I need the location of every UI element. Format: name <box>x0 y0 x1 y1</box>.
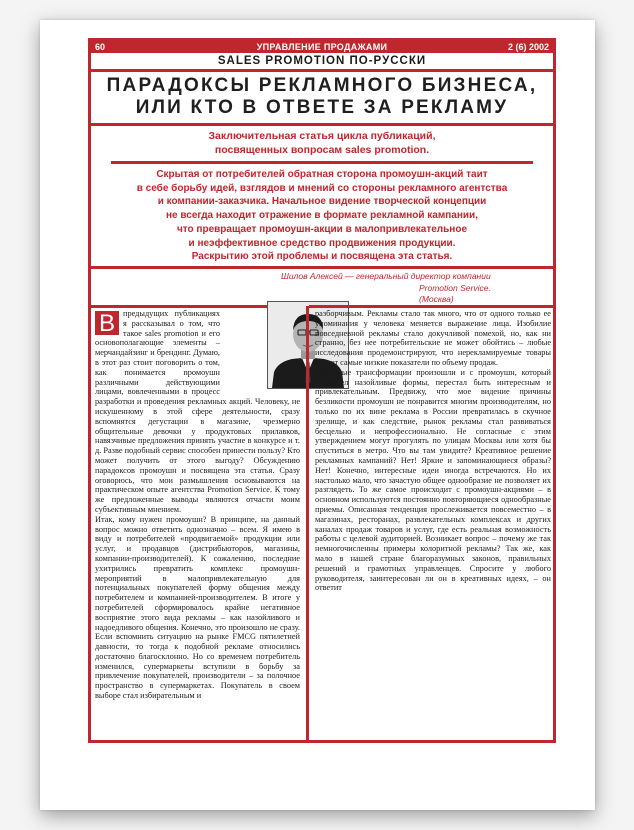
rubric-heading: SALES PROMOTION ПО-РУССКИ <box>217 55 427 67</box>
lead-line: и компании-заказчика. Начальное видение творческой концепции <box>157 196 487 208</box>
author-name-line: Шилов Алексей — генеральный директор компании <box>281 271 491 281</box>
author-company: Promotion Service. <box>419 282 491 293</box>
page-number: 60 <box>95 42 106 52</box>
article-column-2 <box>315 309 551 739</box>
divider <box>111 161 533 164</box>
title-line: ИЛИ КТО В ОТВЕТЕ ЗА РЕКЛАМУ <box>135 97 509 118</box>
article-subtitle <box>91 129 553 157</box>
photo-spacer <box>220 309 300 393</box>
article-title <box>91 75 553 119</box>
subtitle-line: посвященных вопросам sales promotion. <box>214 144 430 156</box>
article-column-1 <box>95 309 300 739</box>
column-divider <box>306 306 309 743</box>
section-name: УПРАВЛЕНИЕ ПРОДАЖАМИ <box>256 42 388 52</box>
drop-cap: В <box>95 311 119 335</box>
lead-line: Раскрытию этой проблемы и посвящена эта статья. <box>191 251 453 263</box>
paragraph: Подобные трансформации произошли и с промоушн, который приобрел назойливые формы, перестал быть интересным и привлекательным. Предвижу, что мое видение причины безликости промоушн не понравится многим производителям, но только по их вине реклама в России превратилась в скучное зрелище, и как следствие, рынок рекламы стал развиваться бесцельно и непрофессионально. Не согласные с этим утверждением могут прогулять по улицам Москвы или хотя бы спуститься в метро. Что вы там увидите? Креативное решение рекламных кампаний? Нет! Яркие и запоминающиеся образы? Нет! Конечно, интересные идеи иногда встречаются. Но их настолько мало, что зачастую общее однообразие не позволяет их разглядеть. То же самое происходит с промоушн-акциями – в основном используются постоянно повторяющиеся однообразные приемы. Описанная тенденция прослеживается повсеместно – в магазинах, ресторанах, развлекательных комплексах и других каналах продаж товаров и услуг, где есть реальная возможность работы с целевой аудиторией. Возникает вопрос – почему же так немногочисленны примеры колоритной рекламы? Так же, как мало в нашей стране благоразумных законов, правильных решений и грамотных управленцев. Спросите у любого руководителя, заинтересован ли он в креативных идеях, – он ответит <box>315 367 551 593</box>
lead-line: что превращает промоушн-акции в малопривлекательное <box>176 223 468 235</box>
divider <box>91 123 553 126</box>
paragraph: Итак, кому нужен промоушн? В принципе, на данный вопрос можно ответить однозначно – всем. Я имею в виду и потребителей «продвигаемой» продукции или услуг, и продавцов (дистрибьюторов, магазины, компании-производителей). К сожалению, последние ухитрились превратить комплекс промоушн-мероприятий в малопривлекательную для потенциальных покупателей форму общения между потребителем и компанией-производителем. В итоге у потребителей сформировалось крайне негативное восприятие этого вида рекламы – как назойливого и надоедливого общения. Конечно, это произошло не сразу. Если вспомнить ситуацию на рынке FMCG пятилетней давности, то тогда к подобной рекламе относились достаточно благосклонно. Но со временем потребитель изменился, супермаркеты вступили в борьбу за привлечение покупателей, производители – за полочное пространство в супермаркетах. Покупатель в своем выборе стал избирательным и <box>95 514 300 701</box>
subtitle-line: Заключительная статья цикла публикаций, <box>208 130 436 142</box>
divider <box>91 266 553 269</box>
running-header <box>91 41 553 53</box>
lead-line: в себе борьбу идей, взглядов и мнений со стороны рекламного агентства <box>136 182 508 194</box>
title-line: ПАРАДОКСЫ РЕКЛАМНОГО БИЗНЕСА, <box>106 75 538 96</box>
paragraph: разборчивым. Рекламы стало так много, что от одного только ее упоминания у человека меняется выражение лица. Изобилие повседневной рекламы стало докучливой помехой, но, как ни странно, без нее потребительские не может обойтись – любые исследования продемонстрируют, что нерекламируемые товары имеют самые низкие показатели по объему продаж. <box>315 309 551 367</box>
divider <box>309 305 553 308</box>
divider <box>91 69 553 72</box>
lead-line: Скрытая от потребителей обратная сторона промоушн-акций таит <box>156 169 488 180</box>
lead-line: и неэффективное средство продвижения продукции. <box>188 237 456 249</box>
article-lead <box>91 168 553 264</box>
lead-line: не всегда находит отражение в формате рекламной кампании, <box>166 210 478 222</box>
issue-number: 2 (6) 2002 <box>507 42 549 52</box>
page-frame <box>88 38 556 743</box>
paragraph: предыдущих публикациях я рассказывал о том, что такое sales promotion и его основополагающие элементы – мерчандайзинг и брендинг. Думаю, в этот раз стоит поговорить о том, как понимается промоушн различными действующими лицами, вовлеченными в процесс разработки и проведения рекламных акций. Человеку, не искушенному в этой сфере деятельности, сразу вспомнятся дегустации в магазине, чрезмерно общительные девочки у продуктовых прилавков, навязчивые предложения принять участие в конкурсе и т. д. Разве подобный сервис способен принести пользу? Кто может получить от этого выгоду? Обсуждению парадоксов промоушн и посвящена эта статья. Сразу оговорюсь, что мои размышления основываются на практическом опыте агентства Promotion Service. К тому же предложенные выводы являются отчасти моим субъективным мнением. <box>95 309 300 514</box>
author-city: (Москва) <box>419 294 454 304</box>
